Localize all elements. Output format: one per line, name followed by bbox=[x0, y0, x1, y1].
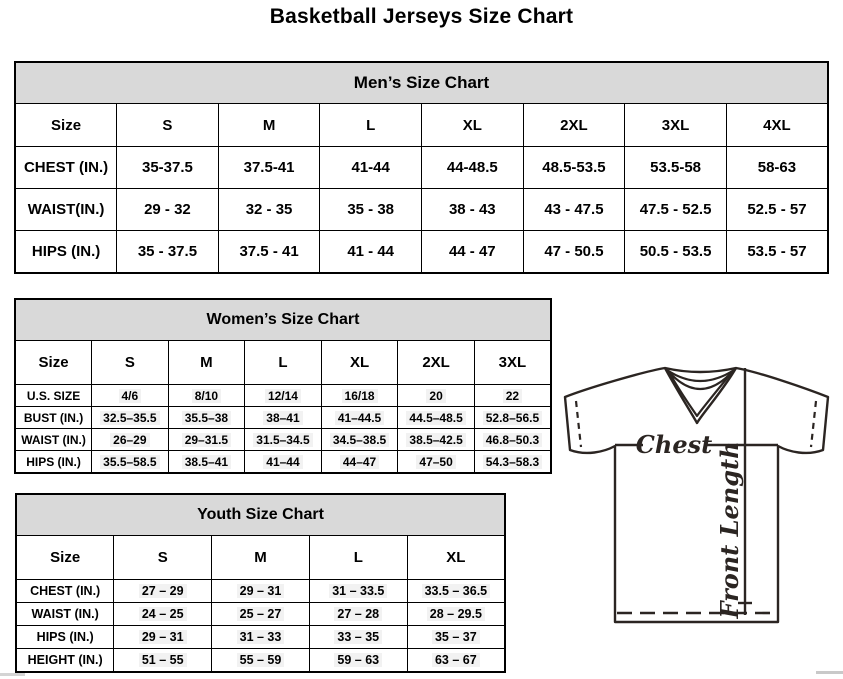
column-header: 4XL bbox=[726, 104, 828, 147]
size-value-cell bbox=[114, 603, 212, 626]
size-value: 35 - 38 bbox=[347, 201, 395, 218]
column-header: S bbox=[92, 341, 169, 385]
jersey-measurement-diagram bbox=[558, 362, 834, 630]
row-label: CHEST (IN.) bbox=[15, 147, 117, 189]
size-value-cell bbox=[320, 231, 422, 274]
size-value-cell bbox=[117, 231, 219, 274]
size-value-cell bbox=[212, 603, 310, 626]
size-value-cell bbox=[212, 580, 310, 603]
size-value: 47.5 - 52.5 bbox=[639, 201, 712, 218]
size-value: 25 – 27 bbox=[237, 607, 285, 621]
size-value-cell bbox=[398, 451, 475, 474]
size-value-cell bbox=[726, 231, 828, 274]
size-value-cell bbox=[321, 407, 398, 429]
size-value-cell bbox=[218, 147, 320, 189]
size-value: 20 bbox=[426, 389, 445, 403]
size-value-cell bbox=[625, 147, 727, 189]
column-header: Size bbox=[15, 341, 92, 385]
size-value-cell bbox=[407, 580, 505, 603]
size-value-cell bbox=[117, 147, 219, 189]
size-value-cell bbox=[212, 649, 310, 673]
size-value: 35.5–58.5 bbox=[100, 455, 159, 469]
size-value: 35.5–38 bbox=[182, 411, 231, 425]
size-value: 32.5–35.5 bbox=[100, 411, 159, 425]
size-value-cell bbox=[474, 429, 551, 451]
size-value-cell bbox=[114, 580, 212, 603]
row-label: HIPS (IN.) bbox=[15, 451, 92, 474]
womens-column-header-row bbox=[15, 341, 551, 385]
table-row bbox=[15, 451, 551, 474]
size-value: 35 - 37.5 bbox=[137, 243, 198, 260]
column-header: M bbox=[218, 104, 320, 147]
column-header: 3XL bbox=[474, 341, 551, 385]
row-label: HIPS (IN.) bbox=[15, 231, 117, 274]
stray-highlight-fragment-left bbox=[0, 673, 25, 676]
column-header: L bbox=[245, 341, 322, 385]
table-row bbox=[15, 429, 551, 451]
size-value-cell bbox=[168, 451, 245, 474]
column-header: Size bbox=[15, 104, 117, 147]
size-value-cell bbox=[92, 451, 169, 474]
size-value-cell bbox=[422, 231, 524, 274]
size-value: 16/18 bbox=[342, 389, 378, 403]
size-value: 8/10 bbox=[192, 389, 221, 403]
size-value-cell bbox=[407, 603, 505, 626]
size-value: 46.8–50.3 bbox=[483, 433, 542, 447]
size-value: 31.5–34.5 bbox=[253, 433, 312, 447]
womens-size-table bbox=[14, 298, 552, 474]
row-label: BUST (IN.) bbox=[15, 407, 92, 429]
size-value-cell bbox=[114, 649, 212, 673]
size-value-cell bbox=[321, 451, 398, 474]
size-value-cell bbox=[321, 429, 398, 451]
size-value: 31 – 33 bbox=[237, 630, 285, 644]
size-value: 52.5 - 57 bbox=[747, 201, 807, 218]
size-value: 63 – 67 bbox=[432, 653, 480, 667]
size-value-cell bbox=[245, 451, 322, 474]
size-value-cell bbox=[245, 385, 322, 407]
size-value-cell bbox=[168, 407, 245, 429]
size-value: 38–41 bbox=[263, 411, 302, 425]
size-value: 38.5–42.5 bbox=[406, 433, 465, 447]
size-value: 27 – 29 bbox=[139, 584, 187, 598]
size-value: 58-63 bbox=[757, 159, 797, 176]
size-value: 44-48.5 bbox=[446, 159, 498, 176]
youth-chart-title: Youth Size Chart bbox=[16, 494, 505, 536]
size-value-cell bbox=[474, 451, 551, 474]
column-header: Size bbox=[16, 536, 114, 580]
size-value: 29–31.5 bbox=[182, 433, 231, 447]
table-row bbox=[15, 385, 551, 407]
row-label: WAIST (IN.) bbox=[15, 429, 92, 451]
size-value-cell bbox=[625, 189, 727, 231]
size-value-cell bbox=[474, 407, 551, 429]
size-value: 59 – 63 bbox=[334, 653, 382, 667]
stray-highlight-fragment-right bbox=[816, 671, 843, 674]
mens-column-header-row bbox=[15, 104, 828, 147]
row-label: HEIGHT (IN.) bbox=[16, 649, 114, 673]
size-value: 26–29 bbox=[110, 433, 149, 447]
size-value: 28 – 29.5 bbox=[427, 607, 485, 621]
size-value-cell bbox=[422, 189, 524, 231]
column-header: S bbox=[117, 104, 219, 147]
size-value: 44 - 47 bbox=[448, 243, 496, 260]
row-label: HIPS (IN.) bbox=[16, 626, 114, 649]
jersey-outline bbox=[565, 368, 828, 622]
size-value: 31 – 33.5 bbox=[329, 584, 387, 598]
size-value: 33.5 – 36.5 bbox=[422, 584, 491, 598]
size-value: 54.3–58.3 bbox=[483, 455, 542, 469]
size-value: 32 - 35 bbox=[245, 201, 293, 218]
column-header: XL bbox=[321, 341, 398, 385]
size-value-cell bbox=[422, 147, 524, 189]
size-value: 44.5–48.5 bbox=[406, 411, 465, 425]
youth-size-table bbox=[15, 493, 506, 673]
size-value-cell bbox=[212, 626, 310, 649]
size-value-cell bbox=[726, 189, 828, 231]
size-value-cell bbox=[309, 580, 407, 603]
size-value: 43 - 47.5 bbox=[544, 201, 604, 218]
size-value: 52.8–56.5 bbox=[483, 411, 542, 425]
youth-title-row bbox=[16, 494, 505, 536]
size-value-cell bbox=[398, 407, 475, 429]
size-value-cell bbox=[398, 385, 475, 407]
size-value: 38 - 43 bbox=[448, 201, 496, 218]
table-row bbox=[16, 649, 505, 673]
column-header: 3XL bbox=[625, 104, 727, 147]
size-value: 47 - 50.5 bbox=[544, 243, 604, 260]
size-value-cell bbox=[92, 407, 169, 429]
size-value-cell bbox=[245, 407, 322, 429]
page-title: Basketball Jerseys Size Chart bbox=[269, 5, 574, 28]
row-label: U.S. SIZE bbox=[15, 385, 92, 407]
size-value-cell bbox=[218, 231, 320, 274]
size-value-cell bbox=[523, 231, 625, 274]
row-label: WAIST (IN.) bbox=[16, 603, 114, 626]
size-value: 41 - 44 bbox=[347, 243, 395, 260]
size-value: 24 – 25 bbox=[139, 607, 187, 621]
size-value: 35-37.5 bbox=[142, 159, 193, 176]
size-value-cell bbox=[309, 626, 407, 649]
column-header: M bbox=[168, 341, 245, 385]
size-value-cell bbox=[168, 385, 245, 407]
table-row bbox=[15, 147, 828, 189]
size-value: 37.5 - 41 bbox=[239, 243, 299, 260]
size-value-cell bbox=[320, 189, 422, 231]
size-value: 37.5-41 bbox=[243, 159, 295, 176]
size-value: 12/14 bbox=[265, 389, 301, 403]
size-value-cell bbox=[218, 189, 320, 231]
column-header: L bbox=[320, 104, 422, 147]
size-value-cell bbox=[114, 626, 212, 649]
size-value: 48.5-53.5 bbox=[542, 159, 606, 176]
size-value-cell bbox=[92, 429, 169, 451]
size-value: 29 - 32 bbox=[144, 201, 191, 218]
womens-chart-title: Women’s Size Chart bbox=[15, 299, 551, 341]
size-value: 27 – 28 bbox=[334, 607, 382, 621]
size-value: 41-44 bbox=[351, 159, 390, 176]
womens-title-row bbox=[15, 299, 551, 341]
size-value-cell bbox=[309, 649, 407, 673]
size-value-cell bbox=[523, 189, 625, 231]
mens-title-row bbox=[15, 62, 828, 104]
size-value: 53.5 - 57 bbox=[747, 243, 807, 260]
size-value: 33 – 35 bbox=[334, 630, 382, 644]
size-value-cell bbox=[321, 385, 398, 407]
youth-column-header-row bbox=[16, 536, 505, 580]
size-value: 44–47 bbox=[340, 455, 379, 469]
column-header: XL bbox=[407, 536, 505, 580]
size-value: 50.5 - 53.5 bbox=[639, 243, 712, 260]
size-value: 34.5–38.5 bbox=[330, 433, 389, 447]
column-header: XL bbox=[422, 104, 524, 147]
size-value-cell bbox=[726, 147, 828, 189]
mens-size-table bbox=[14, 61, 829, 274]
table-row bbox=[16, 626, 505, 649]
size-value: 29 – 31 bbox=[139, 630, 187, 644]
size-value-cell bbox=[474, 385, 551, 407]
column-header: 2XL bbox=[398, 341, 475, 385]
size-value-cell bbox=[407, 649, 505, 673]
size-value: 38.5–41 bbox=[182, 455, 231, 469]
size-value-cell bbox=[309, 603, 407, 626]
size-value-cell bbox=[92, 385, 169, 407]
table-row bbox=[15, 407, 551, 429]
size-value: 47–50 bbox=[416, 455, 455, 469]
table-row bbox=[16, 603, 505, 626]
column-header: S bbox=[114, 536, 212, 580]
size-value: 51 – 55 bbox=[139, 653, 187, 667]
column-header: L bbox=[309, 536, 407, 580]
size-value-cell bbox=[398, 429, 475, 451]
mens-chart-title: Men’s Size Chart bbox=[15, 62, 828, 104]
table-row bbox=[15, 231, 828, 274]
table-row bbox=[16, 580, 505, 603]
front-length-label: Front Length bbox=[715, 441, 744, 619]
size-value: 55 – 59 bbox=[237, 653, 285, 667]
size-value: 41–44.5 bbox=[335, 411, 384, 425]
size-value-cell bbox=[523, 147, 625, 189]
size-value-cell bbox=[407, 626, 505, 649]
size-value: 29 – 31 bbox=[237, 584, 285, 598]
chest-label: Chest bbox=[635, 430, 713, 459]
size-value: 22 bbox=[503, 389, 522, 403]
size-value: 53.5-58 bbox=[650, 159, 701, 176]
size-value-cell bbox=[245, 429, 322, 451]
size-value: 35 – 37 bbox=[432, 630, 480, 644]
size-value-cell bbox=[625, 231, 727, 274]
column-header: M bbox=[212, 536, 310, 580]
size-value-cell bbox=[168, 429, 245, 451]
row-label: CHEST (IN.) bbox=[16, 580, 114, 603]
table-row bbox=[15, 189, 828, 231]
size-value-cell bbox=[320, 147, 422, 189]
row-label: WAIST(IN.) bbox=[15, 189, 117, 231]
size-value: 4/6 bbox=[119, 389, 142, 403]
size-value: 41–44 bbox=[263, 455, 302, 469]
column-header: 2XL bbox=[523, 104, 625, 147]
size-value-cell bbox=[117, 189, 219, 231]
